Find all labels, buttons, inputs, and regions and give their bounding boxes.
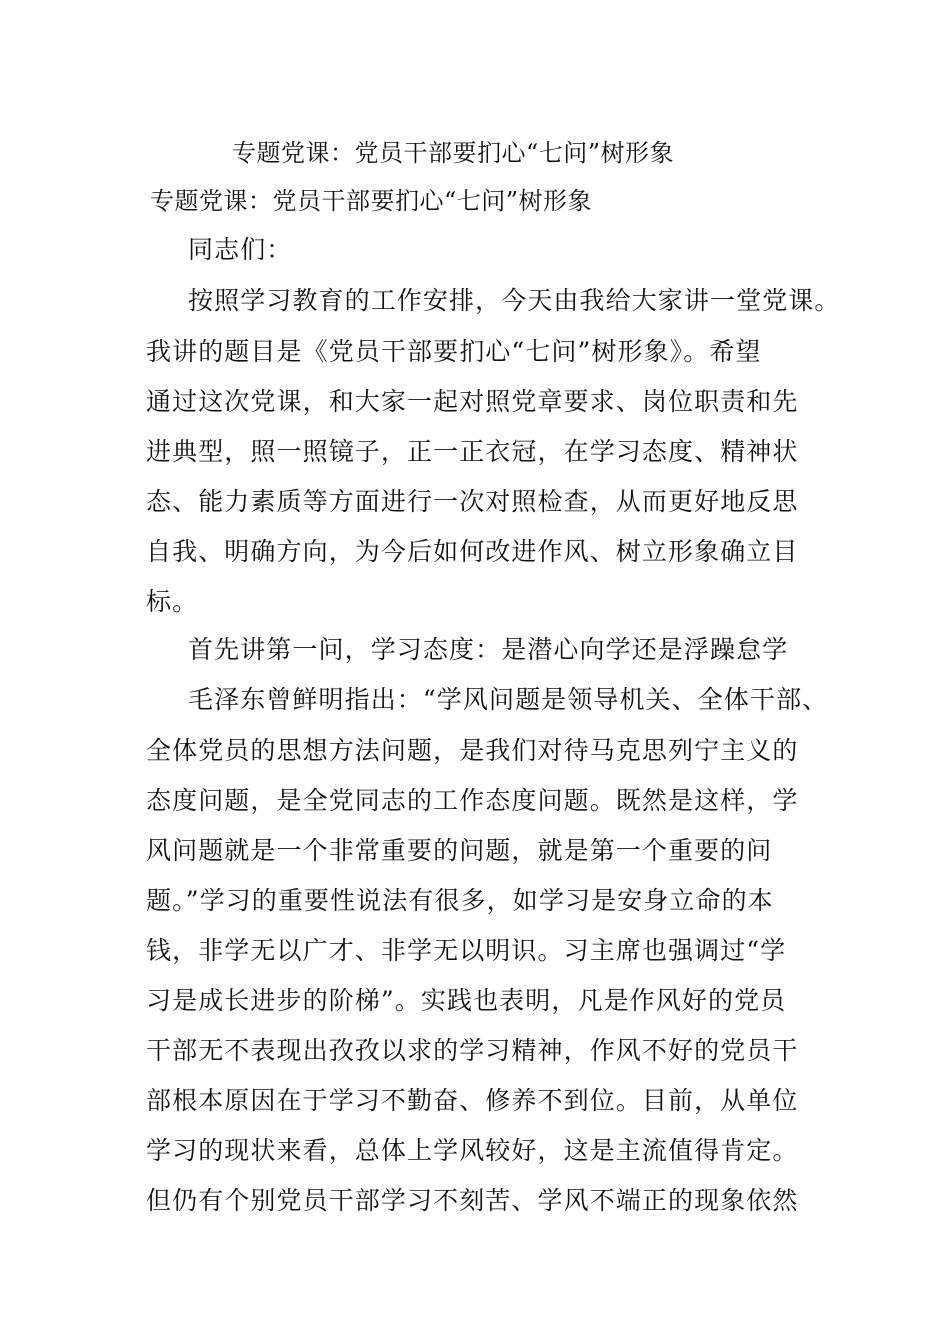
paragraph-line: 全体党员的思想方法问题，是我们对待马克思列宁主义的	[146, 736, 799, 765]
paragraph-line: 自我、明确方向，为今后如何改进作风、树立形象确立目	[146, 537, 799, 566]
paragraph-line: 部根本原因在于学习不勤奋、修养不到位。目前，从单位	[146, 1086, 799, 1115]
paragraph-line: 进典型，照一照镜子，正一正衣冠，在学习态度、精神状	[146, 437, 799, 466]
document-subtitle: 专题党课：党员干部要扪心“七问”树形象	[150, 187, 593, 215]
paragraph-line: 按照学习教育的工作安排，今天由我给大家讲一堂党课。	[188, 286, 841, 315]
paragraph-line: 干部无不表现出孜孜以求的学习精神，作风不好的党员干	[146, 1036, 799, 1065]
paragraph-line: 习是成长进步的阶梯”。实践也表明，凡是作风好的党员	[146, 986, 787, 1015]
document-title: 专题党课：党员干部要扪心“七问”树形象	[232, 139, 675, 167]
paragraph-line: 风问题就是一个非常重要的问题，就是第一个重要的问	[146, 836, 773, 865]
paragraph-line: 毛泽东曾鲜明指出：“学风问题是领导机关、全体干部、	[188, 685, 829, 714]
paragraph-line: 钱，非学无以广才、非学无以明识。习主席也强调过“学	[146, 936, 787, 965]
paragraph-line: 我讲的题目是《党员干部要扪心“七问”树形象》。希望	[146, 337, 762, 366]
section-heading: 首先讲第一问，学习态度：是潜心向学还是浮躁怠学	[188, 635, 789, 664]
paragraph-line: 通过这次党课，和大家一起对照党章要求、岗位职责和先	[146, 387, 799, 416]
paragraph-line: 但仍有个别党员干部学习不刻苦、学风不端正的现象依然	[146, 1186, 799, 1215]
paragraph-line: 题。”学习的重要性说法有很多，如学习是安身立命的本	[146, 886, 774, 915]
paragraph-line: 标。	[146, 587, 199, 616]
greeting: 同志们：	[188, 235, 293, 264]
paragraph-line: 态、能力素质等方面进行一次对照检查，从而更好地反思	[146, 487, 799, 516]
paragraph-line: 态度问题，是全党同志的工作态度问题。既然是这样，学	[146, 786, 799, 815]
paragraph-line: 学习的现状来看，总体上学风较好，这是主流值得肯定。	[146, 1136, 799, 1165]
